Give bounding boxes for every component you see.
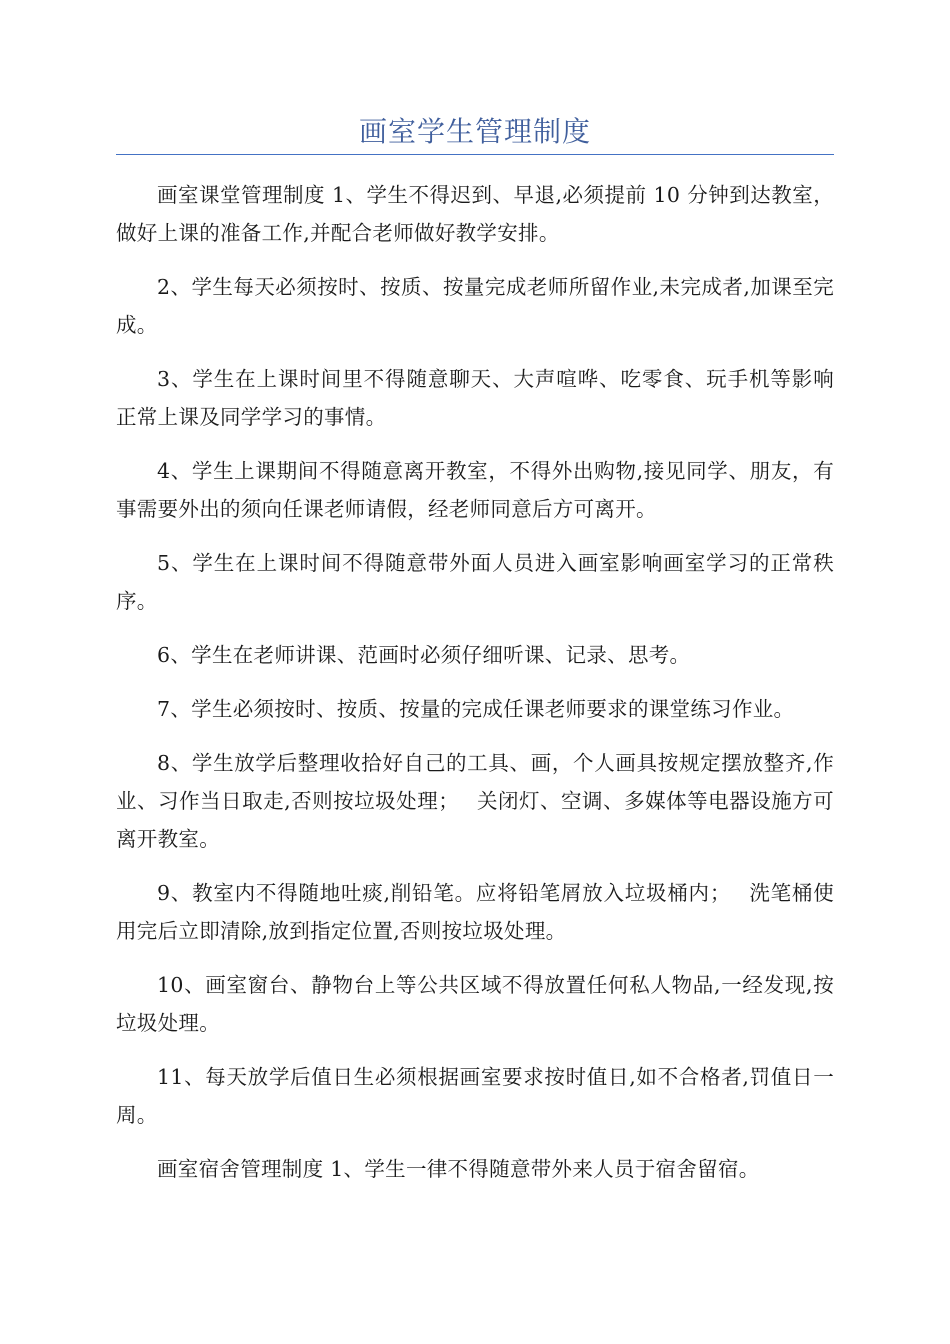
paragraph: 8、学生放学后整理收拾好自己的工具、画，个人画具按规定摆放整齐,作业、习作当日取走,否则按垃圾处理； 关闭灯、空调、多媒体等电器设施方可离开教室。 — [116, 751, 834, 851]
paragraph: 3、学生在上课时间里不得随意聊天、大声喧哗、吃零食、玩手机等影响正常上课及同学学习的事情。 — [116, 367, 834, 429]
paragraph: 画室课堂管理制度 1、学生不得迟到、早退,必须提前 10 分钟到达教室，做好上课的准备工作,并配合老师做好教学安排。 — [116, 183, 834, 245]
paragraph: 9、教室内不得随地吐痰,削铅笔。应将铅笔屑放入垃圾桶内； 洗笔桶使用完后立即清除,放到指定位置,否则按垃圾处理。 — [116, 881, 834, 943]
title-underline — [116, 154, 834, 155]
paragraph: 画室宿舍管理制度 1、学生一律不得随意带外来人员于宿舍留宿。 — [157, 1157, 760, 1181]
paragraph: 7、学生必须按时、按质、按量的完成任课老师要求的课堂练习作业。 — [157, 697, 795, 721]
paragraph: 5、学生在上课时间不得随意带外面人员进入画室影响画室学习的正常秩序。 — [116, 551, 834, 613]
paragraph: 4、学生上课期间不得随意离开教室，不得外出购物,接见同学、朋友，有事需要外出的须向任课老师请假，经老师同意后方可离开。 — [116, 459, 834, 521]
document-body — [116, 176, 834, 1204]
document-title: 画室学生管理制度 — [358, 115, 591, 148]
paragraph: 2、学生每天必须按时、按质、按量完成老师所留作业,未完成者,加课至完成。 — [116, 275, 834, 337]
paragraph: 11、每天放学后值日生必须根据画室要求按时值日,如不合格者,罚值日一周。 — [116, 1065, 834, 1127]
paragraph: 10、画室窗台、静物台上等公共区域不得放置任何私人物品,一经发现,按垃圾处理。 — [116, 973, 834, 1035]
paragraph: 6、学生在老师讲课、范画时必须仔细听课、记录、思考。 — [157, 643, 691, 667]
